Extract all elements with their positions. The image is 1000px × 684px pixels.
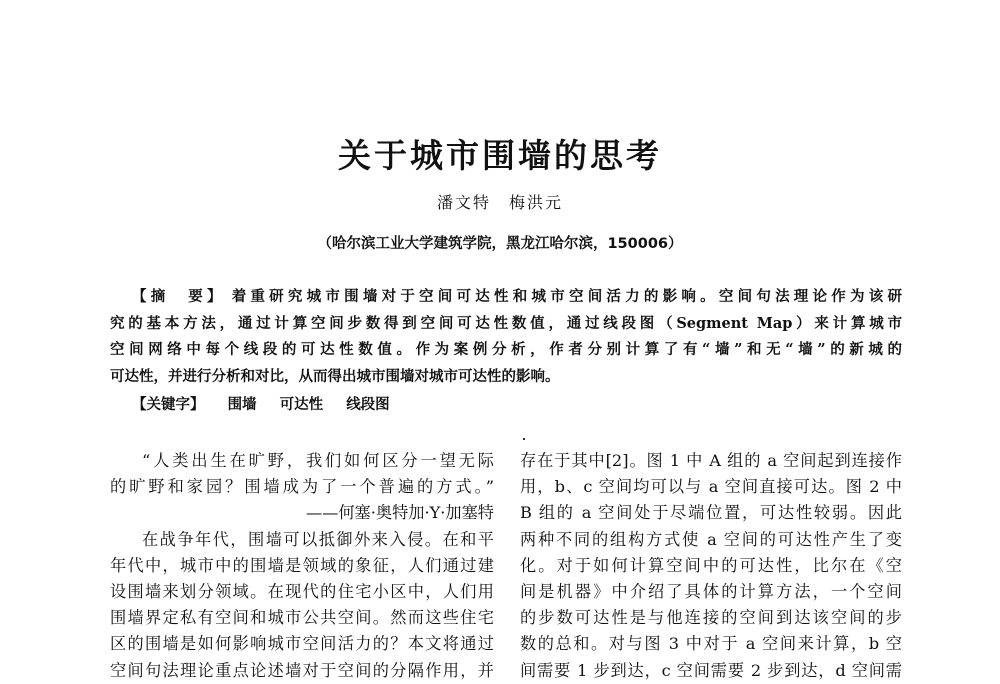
keywords-label: 【关键字】 (132, 396, 205, 413)
abstract-line (110, 284, 902, 311)
abstract-text: 着重研究城市围墙对于空间可达性和城市空间活力的影响。空间句法理论作为该研 (231, 288, 902, 305)
body-line: 数的总和。对与图 3 中对于 a 空间来计算，b 空 (520, 634, 902, 654)
body-line: 年代中，城市中的围墙是领域的象征，人们通过建 (110, 555, 494, 575)
body-line: 在战争年代，围墙可以抵御外来入侵。在和平 (142, 529, 494, 549)
body-line: B 组的 a 空间处于尽端位置，可达性较弱。因此 (520, 503, 902, 523)
abstract (110, 284, 902, 390)
body-line: 间需要 1 步到达，c 空间需要 2 步到达，d 空间需 (520, 660, 902, 680)
abstract-line: 空间网络中每个线段的可达性数值。作为案例分析，作者分别计算了有“墙”和无“墙”的新城的 (110, 341, 902, 358)
stray-mark (523, 438, 525, 440)
keyword: 可达性 (279, 396, 324, 413)
body-line: 的步数可达性是与他连接的空间到达该空间的步 (520, 608, 902, 628)
body-line: 间是机器》中介绍了具体的计算方法，一个空间 (520, 581, 902, 601)
body-line: 区的围墙是如何影响城市空间活力的？本文将通过 (110, 634, 494, 654)
authors: 潘文特 梅洪元 (436, 193, 563, 212)
body-line: 设围墙来划分领域。在现代的住宅小区中，人们用 (110, 581, 494, 601)
abstract-line: 可达性，并进行分析和对比，从而得出城市围墙对城市可达性的影响。 (110, 367, 560, 385)
body-line: 空间句法理论重点论述墙对于空间的分隔作用，并 (110, 660, 494, 680)
body-line: “人类出生在旷野，我们如何区分一望无际 (142, 451, 494, 470)
body-line: 化。对于如何计算空间中的可达性，比尔在《空 (520, 555, 902, 575)
abstract-line: 究的基本方法，通过计算空间步数得到空间可达性数值，通过线段图（Segment Map）来计算城市 (110, 314, 902, 332)
body-line: 围墙界定私有空间和城市公共空间。然而这些住宅 (110, 608, 494, 628)
body-line: 两种不同的组构方式使 a 空间的可达性产生了变 (520, 529, 902, 549)
keywords (132, 393, 902, 414)
affiliation: （哈尔滨工业大学建筑学院，黑龙江哈尔滨，150006） (317, 236, 683, 252)
body-line: 用，b、c 空间均可以与 a 空间直接可达。图 2 中 (520, 477, 902, 497)
left-column (110, 448, 494, 684)
keyword: 围墙 (227, 396, 257, 413)
keyword: 线段图 (346, 396, 390, 413)
body-line: 存在于其中[2]。图 1 中 A 组的 a 空间起到连接作 (520, 451, 902, 470)
body-line: 的旷野和家园？围墙成为了一个普遍的方式。” (110, 477, 494, 497)
abstract-label: 【摘 要】 (132, 289, 226, 305)
paper-title: 关于城市围墙的思考 (338, 136, 662, 175)
quote-attribution: ——何塞·奥特加·Y·加塞特 (306, 503, 494, 523)
right-column (520, 448, 902, 684)
